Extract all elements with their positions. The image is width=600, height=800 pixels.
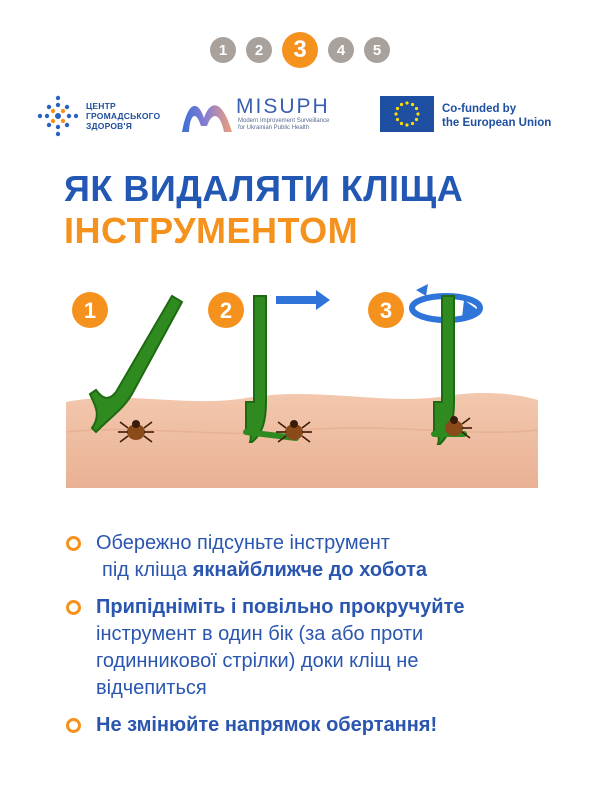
partner-logos xyxy=(0,92,600,142)
phc-line-3: ЗДОРОВ'Я xyxy=(86,121,133,131)
page-3-button[interactable]: 3 xyxy=(282,32,318,68)
instruction-2-line-4: відчепиться xyxy=(96,677,207,699)
phc-line-1: ЦЕНТР xyxy=(86,101,116,111)
instruction-1-line-1: Обережно підсуньте інструмент xyxy=(96,532,390,554)
instruction-1-text: під кліща xyxy=(102,559,193,581)
instruction-2-line-3: годинникової стрілки) доки кліщ не xyxy=(96,650,419,672)
step-1-number: 1 xyxy=(83,298,97,323)
skin-surface xyxy=(66,393,538,488)
phc-logo xyxy=(36,94,166,138)
step-2-number: 2 xyxy=(219,298,233,323)
eu-cofunded-text xyxy=(442,102,551,130)
phc-emblem-icon xyxy=(36,94,80,138)
misuph-tagline-2: for Ukrainian Public Health xyxy=(238,125,310,131)
page-1-button[interactable]: 1 xyxy=(210,37,236,63)
bullet-icon xyxy=(66,718,81,733)
phc-line-2: ГРОМАДСЬКОГО xyxy=(86,111,161,121)
right-arrow-icon xyxy=(276,290,330,310)
step-3-number: 3 xyxy=(379,298,393,323)
bullet-icon xyxy=(66,536,81,551)
eu-line-1: Co-funded by xyxy=(442,103,517,115)
page-4-button[interactable]: 4 xyxy=(328,37,354,63)
instruction-item-1 xyxy=(64,530,554,584)
page-5-button[interactable]: 5 xyxy=(364,37,390,63)
step-pagination xyxy=(0,28,600,72)
misuph-logo xyxy=(180,92,355,138)
instruction-1-line-2 xyxy=(96,557,554,584)
instruction-2-line-2: інструмент в один бік (за або проти xyxy=(96,623,424,645)
page-title-line-1: ЯК ВИДАЛЯТИ КЛІЩА xyxy=(64,168,464,209)
bullet-icon xyxy=(66,600,81,615)
eu-flag-icon xyxy=(380,96,434,132)
instruction-list xyxy=(64,530,554,749)
instruction-3-line-1: Не змінюйте напрямок обертання! xyxy=(96,714,438,736)
misuph-tagline-1: Modern Improvement Surveillance xyxy=(238,118,330,124)
eu-logo xyxy=(380,96,570,136)
eu-line-2: the European Union xyxy=(442,117,552,129)
instruction-item-2 xyxy=(64,594,554,702)
tool-2-icon xyxy=(246,296,266,442)
tick-removal-illustration xyxy=(66,282,538,488)
misuph-name: MISUPH xyxy=(236,95,330,118)
misuph-tagline xyxy=(238,118,329,132)
misuph-wave-icon xyxy=(180,96,234,136)
page-2-button[interactable]: 2 xyxy=(246,37,272,63)
phc-logo-text xyxy=(86,101,160,131)
instruction-2-line-1: Припідніміть і повільно прокручуйте xyxy=(96,596,465,618)
instruction-1-emphasis: якнайближче до хобота xyxy=(192,559,428,581)
instruction-item-3 xyxy=(64,712,554,739)
page-title-line-2: ІНСТРУМЕНТОМ xyxy=(64,210,359,251)
